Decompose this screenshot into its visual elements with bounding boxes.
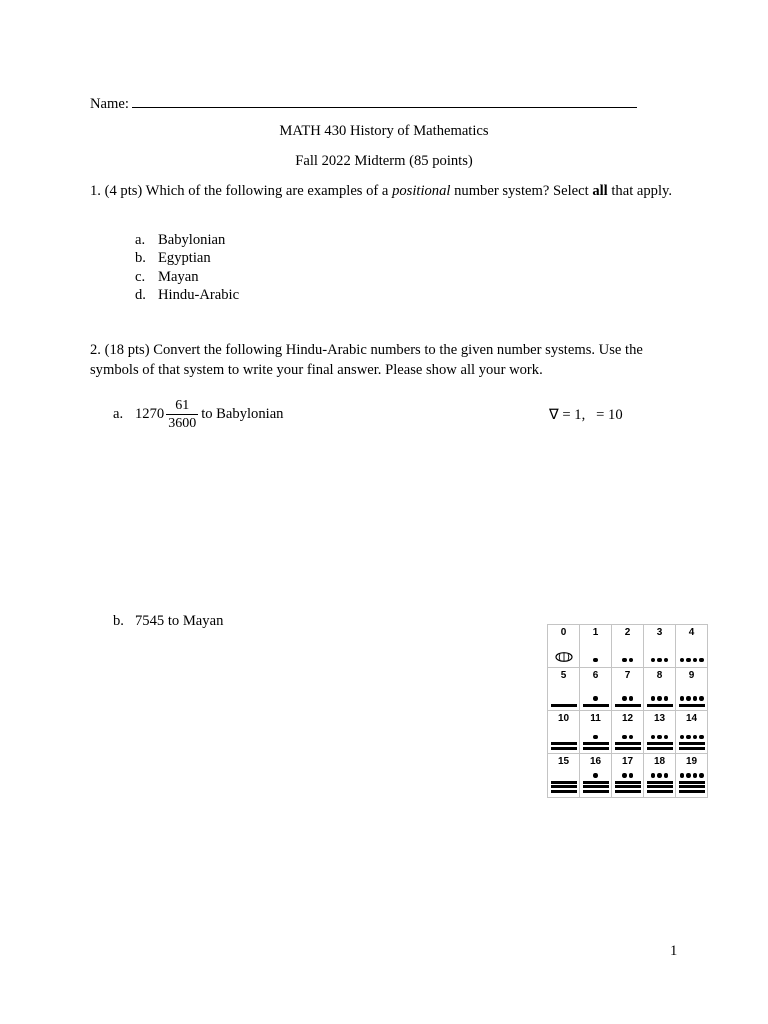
mayan-dot (657, 696, 662, 701)
mayan-dots (680, 696, 704, 701)
mayan-numeral-label: 4 (688, 627, 695, 638)
mayan-numeral-cell (676, 754, 708, 798)
mayan-numeral-label: 9 (688, 670, 695, 681)
mayan-numeral-label: 15 (557, 756, 570, 767)
mayan-dots (622, 658, 633, 663)
mayan-dot (664, 773, 669, 778)
mayan-dot (593, 735, 598, 740)
mayan-bar (615, 785, 641, 788)
mayan-bar (583, 704, 609, 707)
q1-prefix: 1. (4 pts) Which of the following are examples of a (90, 183, 393, 199)
question-2: 2. (18 pts) Convert the following Hindu-Arabic numbers to the given number systems. Use the symbols of that system to write your final answer. Please show all your work. (90, 342, 643, 378)
mayan-bar (679, 704, 705, 707)
mayan-numeral-symbol (580, 641, 611, 665)
mayan-bar (615, 781, 641, 784)
mayan-numeral-cell (644, 754, 676, 798)
babylonian-key: ∇ = 1, = 10 (549, 407, 623, 423)
mayan-bar (551, 785, 577, 788)
part-a-whole: 1270 (135, 405, 165, 422)
mayan-numeral-symbol (580, 727, 611, 751)
mayan-numeral-cell (644, 711, 676, 754)
mayan-numeral-label: 0 (560, 627, 567, 638)
mayan-numeral-table (547, 624, 708, 798)
mayan-bar (551, 747, 577, 750)
mayan-row (548, 625, 708, 668)
mayan-numeral-cell (548, 625, 580, 668)
mayan-numeral-label: 13 (653, 713, 666, 724)
mayan-numeral-symbol (644, 727, 675, 751)
mayan-numeral-cell (644, 668, 676, 711)
mayan-numeral-cell (644, 625, 676, 668)
mayan-numeral-label: 8 (656, 670, 663, 681)
mayan-dot (593, 658, 598, 663)
mayan-dot (686, 735, 691, 740)
mayan-dot (686, 696, 691, 701)
q1-suffix: that apply. (607, 183, 673, 199)
mayan-bar (551, 790, 577, 793)
mayan-numeral-symbol (676, 684, 707, 708)
mayan-dot (693, 773, 698, 778)
mayan-numeral-cell (612, 668, 644, 711)
mayan-bar (647, 747, 673, 750)
mayan-dots (622, 696, 633, 701)
mayan-bar (679, 790, 705, 793)
mayan-numeral-cell (580, 711, 612, 754)
part-a-target: to Babylonian (201, 405, 284, 422)
mayan-numeral-symbol (644, 770, 675, 794)
mayan-bar (679, 742, 705, 745)
part-b-letter: b. (113, 613, 124, 629)
mayan-dot (693, 735, 698, 740)
mayan-numeral-symbol (644, 684, 675, 708)
mayan-dots (680, 735, 704, 740)
mayan-bar (551, 742, 577, 745)
mayan-numeral-symbol (612, 770, 643, 794)
mayan-numeral-label: 1 (592, 627, 599, 638)
mayan-dot (664, 658, 669, 663)
q1-bold: all (592, 183, 608, 199)
mayan-numeral-label: 14 (685, 713, 698, 724)
fraction-denominator: 3600 (168, 416, 197, 431)
mayan-dot (680, 773, 685, 778)
name-label: Name: (90, 96, 129, 112)
mayan-dot (680, 735, 685, 740)
mayan-dots (593, 696, 598, 701)
mayan-dot (629, 735, 634, 740)
mayan-dot (664, 735, 669, 740)
mayan-bar (647, 742, 673, 745)
mayan-dot (622, 696, 627, 701)
mayan-numeral-symbol (612, 641, 643, 665)
q2-part-b (113, 613, 223, 630)
mayan-bar (647, 704, 673, 707)
mayan-dot (680, 696, 685, 701)
mayan-numeral-label: 19 (685, 756, 698, 767)
mayan-numeral-cell (676, 625, 708, 668)
mayan-bar (583, 747, 609, 750)
mayan-dot (651, 696, 656, 701)
option-text: Egyptian (158, 250, 211, 266)
q1-option-a (135, 232, 225, 249)
mayan-dots (622, 773, 633, 778)
mayan-numeral-symbol (676, 727, 707, 751)
page-number: 1 (670, 943, 678, 959)
mayan-bar (647, 785, 673, 788)
mayan-numeral-symbol (580, 684, 611, 708)
mayan-dot (629, 696, 634, 701)
mayan-dot (657, 658, 662, 663)
name-field (90, 93, 637, 113)
mayan-numeral-cell (580, 625, 612, 668)
option-letter: a. (135, 232, 146, 248)
mayan-dots (651, 658, 669, 663)
mayan-dot (622, 658, 627, 663)
mayan-bar (615, 742, 641, 745)
mayan-numeral-cell (612, 754, 644, 798)
mayan-dot (686, 773, 691, 778)
mayan-bar (679, 781, 705, 784)
mayan-dots (622, 735, 633, 740)
mayan-bar (551, 704, 577, 707)
fraction (166, 397, 198, 432)
question-1 (90, 181, 680, 201)
mayan-dot (657, 773, 662, 778)
mayan-dot (657, 735, 662, 740)
mayan-numeral-label: 18 (653, 756, 666, 767)
mayan-bar (583, 790, 609, 793)
mayan-numeral-symbol (548, 641, 579, 665)
mayan-numeral-symbol (580, 770, 611, 794)
mayan-numeral-label: 11 (590, 713, 601, 724)
mayan-numeral-symbol (644, 641, 675, 665)
mayan-bar (583, 742, 609, 745)
mayan-numeral-label: 2 (624, 627, 631, 638)
mayan-bar (679, 785, 705, 788)
mayan-dots (593, 658, 598, 663)
mayan-numeral-label: 16 (589, 756, 602, 767)
mayan-dot (693, 696, 698, 701)
mayan-bar (583, 785, 609, 788)
part-b-text: 7545 to Mayan (135, 613, 224, 629)
mayan-bar (551, 781, 577, 784)
mayan-dot (651, 658, 656, 663)
option-text: Hindu-Arabic (158, 287, 240, 303)
mayan-bar (647, 790, 673, 793)
mayan-numeral-label: 7 (624, 670, 631, 681)
fraction-numerator: 61 (166, 397, 198, 415)
mayan-numeral-symbol (548, 770, 579, 794)
mayan-bar (615, 790, 641, 793)
option-text: Mayan (158, 269, 199, 285)
mayan-numeral-cell (676, 711, 708, 754)
q1-option-d (135, 287, 239, 304)
mayan-numeral-cell (676, 668, 708, 711)
mayan-dot (651, 773, 656, 778)
mayan-dots (651, 735, 669, 740)
mayan-dot (693, 658, 698, 663)
mayan-numeral-symbol (612, 684, 643, 708)
mayan-numeral-cell (612, 711, 644, 754)
q1-option-c (135, 269, 199, 286)
mayan-dot (699, 658, 704, 663)
mayan-dot (699, 696, 704, 701)
mayan-numeral-label: 12 (621, 713, 634, 724)
mayan-numeral-cell (580, 668, 612, 711)
option-letter: b. (135, 250, 146, 266)
mayan-dots (593, 773, 598, 778)
mayan-bar (647, 781, 673, 784)
mayan-dots (651, 773, 669, 778)
option-letter: d. (135, 287, 146, 303)
mayan-dot (686, 658, 691, 663)
mayan-numeral-cell (580, 754, 612, 798)
mayan-numeral-cell (548, 754, 580, 798)
mayan-dots (651, 696, 669, 701)
mayan-dot (622, 735, 627, 740)
mayan-row (548, 668, 708, 711)
mayan-bar (583, 781, 609, 784)
mayan-dot (629, 658, 634, 663)
option-text: Babylonian (158, 232, 226, 248)
q1-option-b (135, 250, 211, 267)
mayan-row (548, 754, 708, 798)
mayan-numeral-cell (548, 668, 580, 711)
mayan-dots (680, 773, 704, 778)
shell-icon (555, 652, 573, 662)
mayan-dots (593, 735, 598, 740)
option-letter: c. (135, 269, 146, 285)
mayan-numeral-label: 10 (557, 713, 570, 724)
mayan-numeral-cell (612, 625, 644, 668)
mayan-bar (679, 747, 705, 750)
mayan-numeral-label: 6 (592, 670, 599, 681)
q2-part-a (113, 397, 283, 432)
mayan-dot (651, 735, 656, 740)
mayan-numeral-label: 5 (560, 670, 567, 681)
mayan-numeral-symbol (676, 770, 707, 794)
mayan-dot (622, 773, 627, 778)
mayan-numeral-symbol (612, 727, 643, 751)
mayan-dot (593, 696, 598, 701)
mayan-numeral-symbol (548, 727, 579, 751)
mayan-numeral-symbol (676, 641, 707, 665)
mayan-dot (680, 658, 685, 663)
mayan-numeral-label: 3 (656, 627, 663, 638)
mayan-numeral-cell (548, 711, 580, 754)
mayan-bar (615, 704, 641, 707)
mayan-dot (664, 696, 669, 701)
name-blank (132, 93, 637, 108)
mayan-row (548, 711, 708, 754)
q1-middle: number system? Select (450, 183, 593, 199)
mayan-dot (629, 773, 634, 778)
part-a-letter: a. (113, 405, 124, 422)
course-title: MATH 430 History of Mathematics (279, 123, 489, 139)
mayan-dot (699, 735, 704, 740)
mayan-numeral-symbol (548, 684, 579, 708)
mayan-dot (593, 773, 598, 778)
mayan-bar (615, 747, 641, 750)
mayan-dots (680, 658, 704, 663)
exam-title: Fall 2022 Midterm (85 points) (295, 153, 473, 169)
mayan-numeral-label: 17 (621, 756, 634, 767)
mayan-dot (699, 773, 704, 778)
q1-emphasis: positional (392, 183, 451, 199)
